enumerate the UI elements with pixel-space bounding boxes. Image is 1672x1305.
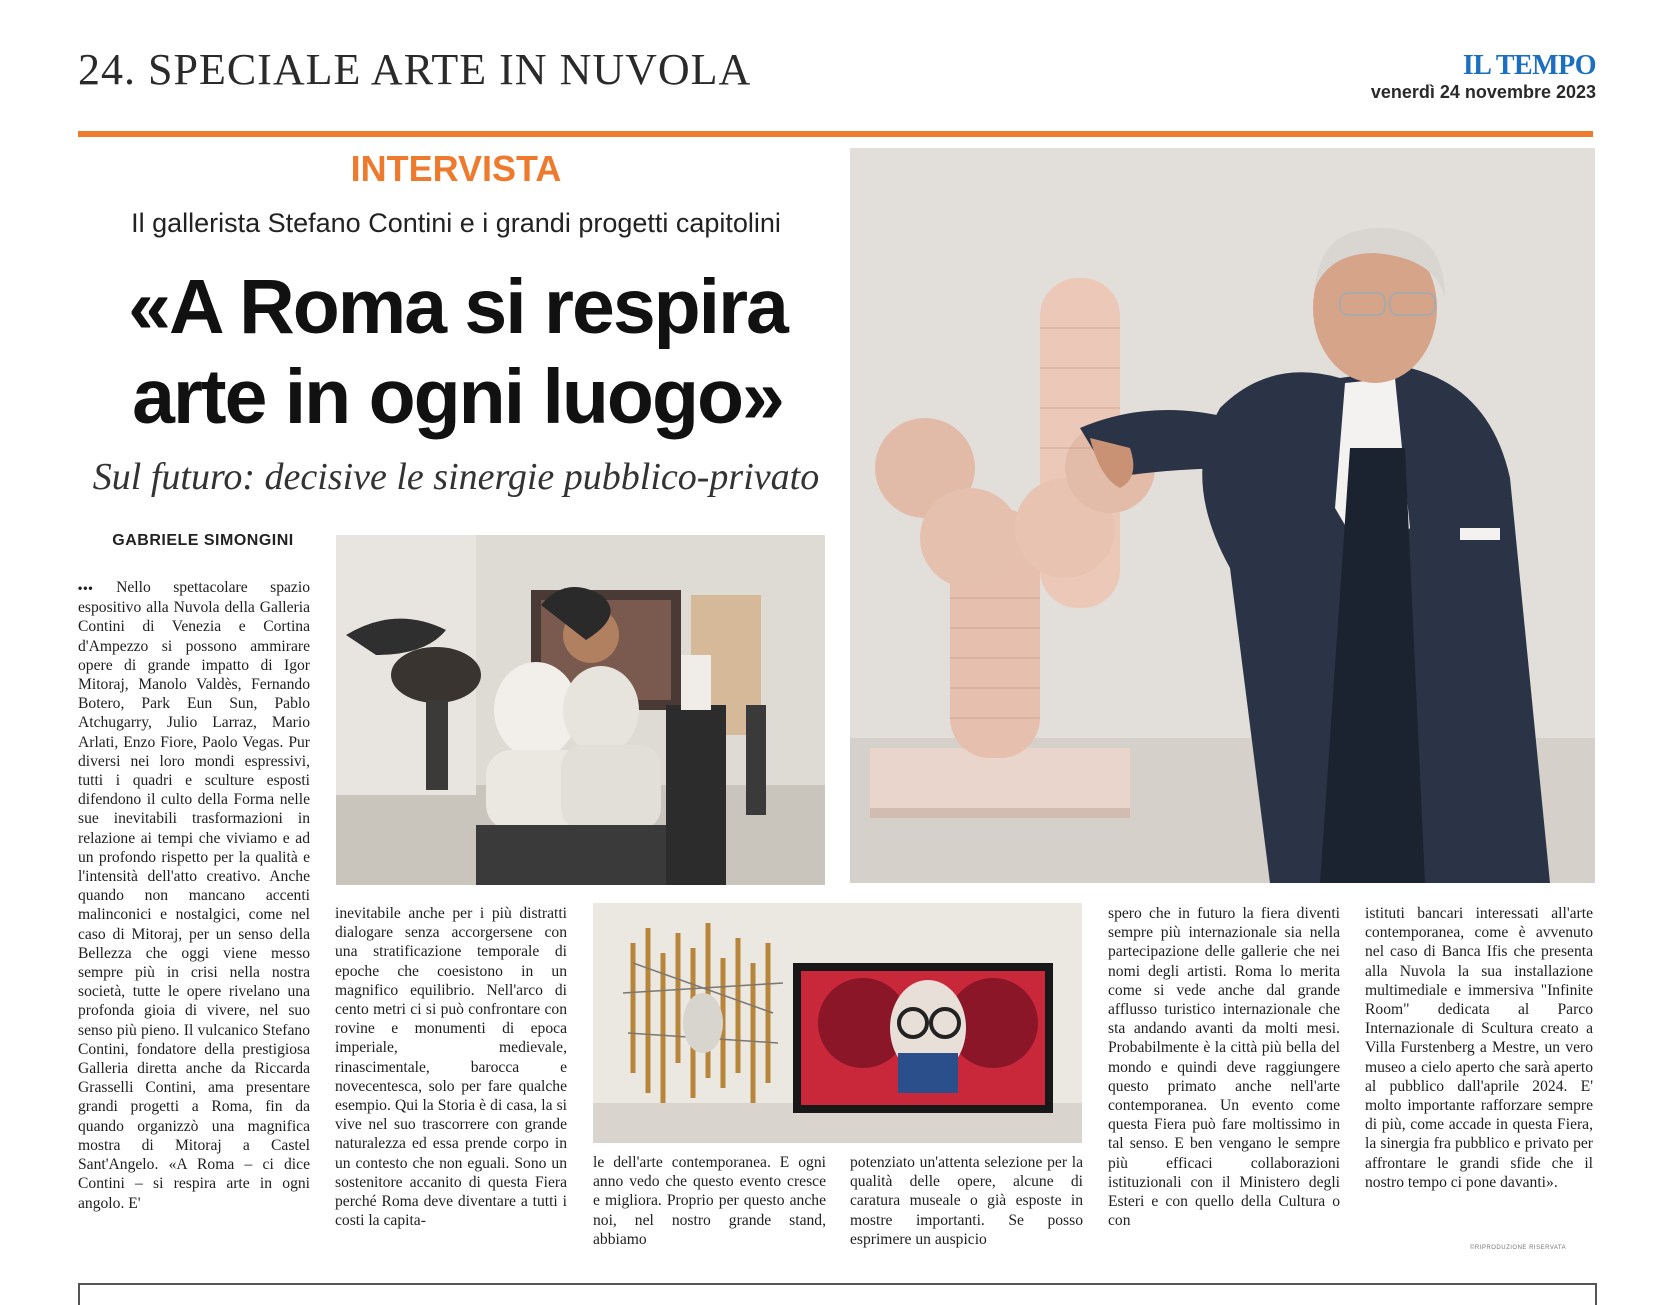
article-headline — [70, 262, 845, 442]
article-kicker: INTERVISTA — [350, 148, 562, 189]
headline-line-2: arte in ogni luogo» — [132, 354, 783, 440]
article-column-3: le dell'arte contemporanea. E ogni anno vedo che questo evento cresce e migliora. Proprio per questo anche noi, nel nostro grande stand, abbiamo — [593, 1154, 826, 1248]
gallery-interior-illustration — [336, 535, 825, 885]
column-1-text: Nello spettacolare spazio espositivo alla Nuvola della Galleria Contini di Venezia e Cortina d'Ampezzo si possono ammirare opere di grande impatto di Igor Mitoraj, Manolo Valdès, Fernando Botero, Park Eun Sun, Pablo Atchugarry, Julio Larraz, Mario Arlati, Enzo Fiore, Paolo Vegas. Pur diversi nei loro mondi espressivi, tutti i quadri e sculture esposti difendono il culto della Forma nelle sue inevitabili trasformazioni in relazione ai tempi che viviamo e ad un profondo rispetto per la qualità e l'intensità dell'atto creativo. Anche quando non mancano accenti malinconici e nostalgici, come nel caso di Mitoraj, per un senso della Bellezza che oggi viene messo sempre più in crisi nella nostra società, tutte le opere rivelano una profonda gioia di vivere, nel suo senso più pieno. Il vulcanico Stefano Contini, fondatore della prestigiosa Galleria diretta anche da Riccarda Grasselli Contini, ama presentare grandi progetti a Roma, fin da quando organizzò una magnifica mostra di Mitoraj a Castel Sant'Angelo. «A Roma – ci dice Contini – si respira arte in ogni angolo. E' — [78, 579, 310, 1212]
copyright-notice: ©RIPRODUZIONE RISERVATA — [1470, 1245, 1567, 1251]
headline-line-1: «A Roma si respira — [128, 264, 787, 350]
article-column-2: inevitabile anche per i più distratti dialogare senza accorgersene con una stratificazione temporale di epoche che coesistono in un magnifico equilibrio. Nell'arco di cento metri ci si può confrontare con rovine e monumenti di epoca imperiale, medievale, rinascimentale, barocca e novecentesca, solo per fare qualche esempio. Qui la Storia è di casa, la si vive nel suo trascorrere con grande naturalezza ed essa prende corpo in un contesto che non eguali. Sono un sostenitore accanito di questa Fiera perché Roma deve diventare a tutti i costi la capita- — [335, 905, 567, 1230]
newspaper-logo: IL TEMPO — [1462, 50, 1596, 81]
artworks-photo — [593, 903, 1082, 1143]
article-column-5: spero che in futuro la fiera diventi sempre più internazionale sia nella partecipazione delle gallerie che nei nomi degli artisti. Roma lo merita come si vede anche dal grande afflusso turistico internazionale che sta andando avanti da molti mesi. Probabilmente è la città più bella del mondo e quindi deve raggiungere questo primato anche nell'arte contemporanea. Un evento come questa Fiera può fare moltissimo in tal senso. E ben vengano le sempre più efficaci collaborazioni istituzionali con il Ministero degli Esteri e con quello della Cultura o con — [1108, 905, 1340, 1230]
article-column-4: potenziato un'attenta selezione per la qualità delle opere, alcune di caratura museale o già esposte in mostre importanti. Se posso esprimere un auspicio — [850, 1154, 1083, 1248]
article-byline: GABRIELE SIMONGINI — [112, 532, 294, 549]
masthead — [1371, 50, 1596, 103]
gallery-interior-photo — [336, 535, 825, 885]
orange-divider — [78, 131, 1593, 137]
portrait-illustration — [850, 148, 1595, 883]
lead-bullets: ••• — [78, 581, 94, 595]
portrait-photo — [850, 148, 1595, 883]
issue-date: venerdì 24 novembre 2023 — [1370, 82, 1596, 102]
artworks-illustration — [593, 903, 1082, 1143]
article-column-6: istituti bancari interessati all'arte contemporanea, come è avvenuto nel caso di Banca Ifis che presenta alla Nuvola la sua installazione multimediale e immersiva "Infinite Room" dedicata al Parco Internazionale di Scultura creato a Villa Furstenberg a Mestre, un vero museo a cielo aperto che sarà aperto al pubblico dall'aprile 2024. E' molto importante rafforzare sempre di più, come accade in questa Fiera, la sinergia fra pubblico e privato per affrontare le grandi sfide che il nostro tempo ci pone davanti». — [1365, 905, 1593, 1191]
page-section-title: 24. SPECIALE ARTE IN NUVOLA — [78, 45, 752, 94]
article-deck: Sul futuro: decisive le sinergie pubblico-privato — [92, 456, 820, 498]
article-column-1 — [78, 578, 310, 1258]
bottom-box-frame — [78, 1283, 1597, 1305]
article-subkicker: Il gallerista Stefano Contini e i grandi progetti capitolini — [131, 208, 781, 238]
